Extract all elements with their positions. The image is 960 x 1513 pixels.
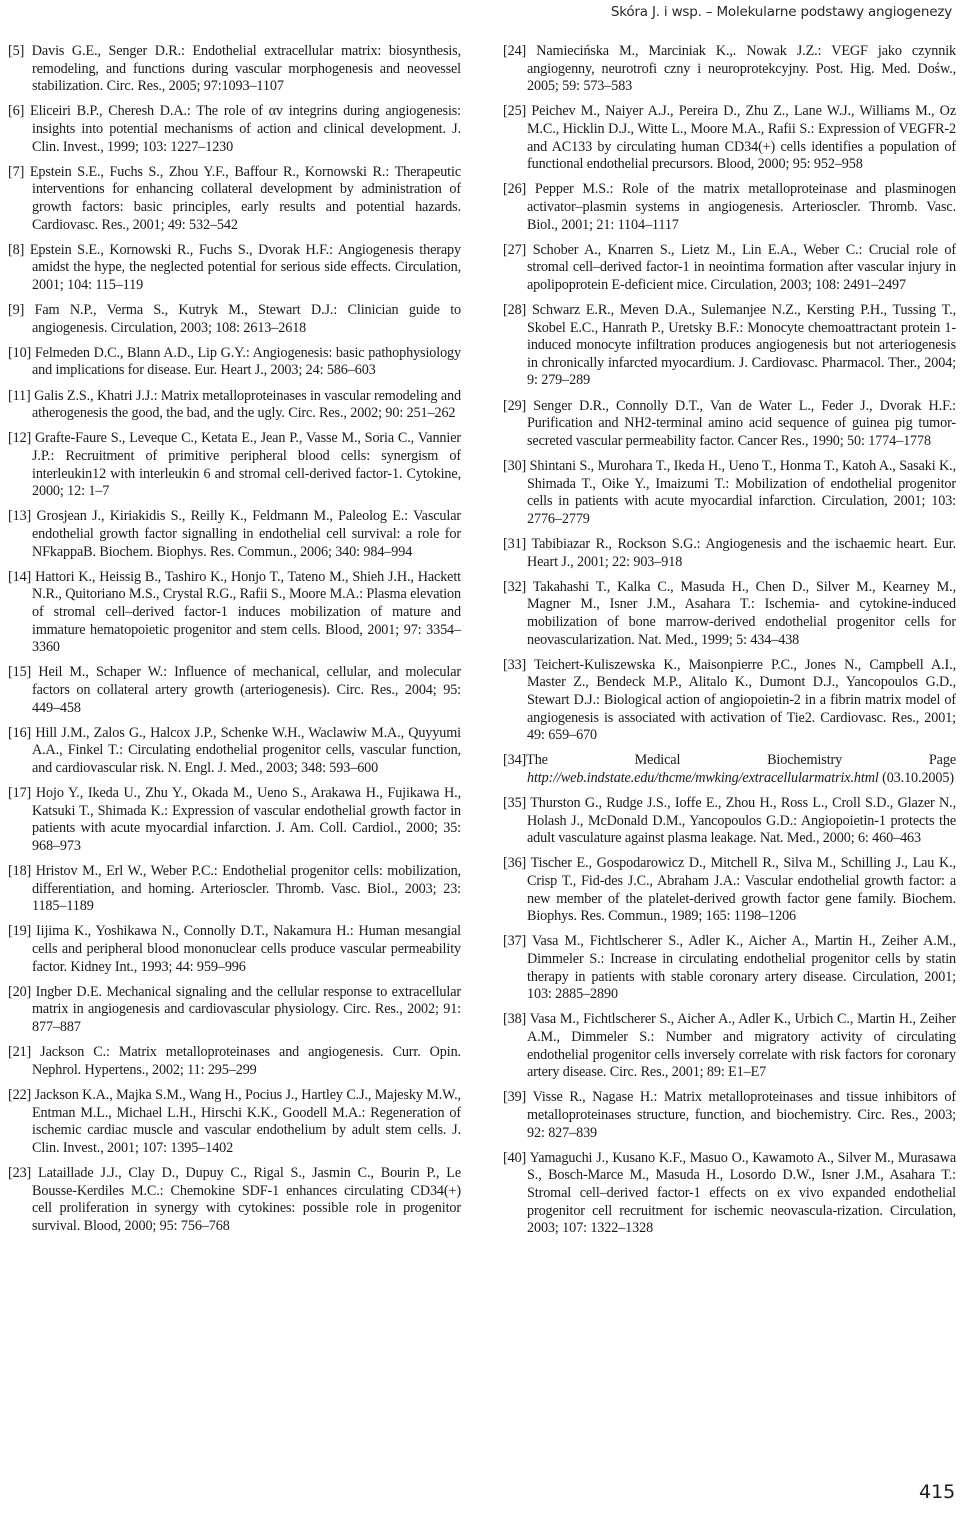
page-number: 415 — [919, 1481, 956, 1503]
reference-item: [13] Grosjean J., Kiriakidis S., Reilly K., Feldmann M., Paleolog E.: Vascular endothelial growth factor signalling in endothelial cell survival: a role for NFkappaB. Biochem. Biophys. Res. Commun., 2006; 340: 984–994 — [8, 508, 461, 560]
reference-item: [22] Jackson K.A., Majka S.M., Wang H., Pocius J., Hartley C.J., Majesky M.W., Entman M.L., Michael L.H., Hirschi K.K., Goodell M.A.: Regeneration of ischemic cardiac muscle and vascular endothelium by adult stem cells. J. Clin. Invest., 2001; 107: 1395–1402 — [8, 1086, 461, 1156]
reference-item: [40] Yamaguchi J., Kusano K.F., Masuo O., Kawamoto A., Silver M., Murasawa S., Bosch-Marce M., Masuda H., Losordo D.W., Isner J.M., Asahara T.: Stromal cell–derived factor-1 effects on ex vivo expanded endothelial progenitor cell recruitment for ischemic neovascula-rization. Circulation, 2003; 107: 1322–1328 — [503, 1149, 956, 1237]
reference-item: [9] Fam N.P., Verma S., Kutryk M., Stewart D.J.: Clinician guide to angiogenesis. Circulation, 2003; 108: 2613–2618 — [8, 302, 461, 336]
reference-item: [28] Schwarz E.R., Meven D.A., Sulemanjee N.Z., Kersting P.H., Tussing T., Skobel E.C., Hanrath P., Uretsky B.F.: Monocyte chemoattractant protein 1-induced monocyte infiltration produces angiogenesis but not arteriogenesis in chronically infarcted myocardium. J. Cardiovasc. Pharmacol. Ther., 2004; 9: 279–289 — [503, 302, 956, 389]
reference-item: [37] Vasa M., Fichtlscherer S., Adler K., Aicher A., Martin H., Zeiher A.M., Dimmeler S.: Increase in circulating endothelial progenitor cells by statin therapy in patients with stable coronary artery disease. Circulation, 2001; 103: 2885–2890 — [503, 933, 956, 1003]
running-head: Skóra J. i wsp. – Molekularne podstawy angiogenezy — [610, 4, 952, 20]
reference-item: [33] Teichert-Kuliszewska K., Maisonpierre P.C., Jones N., Campbell A.I., Master Z., Bendeck M.P., Alitalo K., Dumont D.J., Yancopoulos G.D., Stewart D.J.: Biological action of angiopoietin-2 in a fibrin matrix model of angiogenesis is associated with activation of Tie2. Cardiovasc. Res., 2001; 49: 659–670 — [503, 656, 956, 744]
reference-item-with-url — [503, 752, 956, 787]
reference-item: [16] Hill J.M., Zalos G., Halcox J.P., Schenke W.H., Waclawiw M.A., Quyyumi A.A., Finkel T.: Circulating endothelial progenitor cells, vascular function, and cardiovascular risk. N. Engl. J. Med., 2003; 348: 593–600 — [8, 724, 461, 776]
reference-column-left — [8, 43, 461, 1243]
reference-item: [12] Grafte-Faure S., Leveque C., Ketata E., Jean P., Vasse M., Soria C., Vannier J.P.: Recruitment of primitive peripheral blood cells: synergism of interleukin12 with interleukin 6 and stromal cell-derived factor-1. Cytokine, 2000; 12: 1–7 — [8, 430, 461, 500]
reference-item: [30] Shintani S., Murohara T., Ikeda H., Ueno T., Honma T., Katoh A., Sasaki K., Shimada T., Oike Y., Imaizumi T.: Mobilization of endothelial progenitor cells in patients with acute myocardial infarction. Circulation, 2001; 103: 2776–2779 — [503, 458, 956, 527]
reference-item: [21] Jackson C.: Matrix metalloproteinases and angiogenesis. Curr. Opin. Nephrol. Hypertens., 2002; 11: 295–299 — [8, 1044, 461, 1078]
reference-item: [26] Pepper M.S.: Role of the matrix metalloproteinase and plasminogen activator–plasmin systems in angiogenesis. Arterioscler. Thromb. Vasc. Biol., 2001; 21: 1104–1117 — [503, 181, 956, 233]
reference-item: [10] Felmeden D.C., Blann A.D., Lip G.Y.: Angiogenesis: basic pathophysiology and implications for disease. Eur. Heart J., 2003; 24: 586–603 — [8, 344, 461, 379]
reference-item: [6] Eliceiri B.P., Cheresh D.A.: The role of αv integrins during angiogenesis: insights into potential mechanisms of action and clinical development. J. Clin. Invest., 1999; 103: 1227–1230 — [8, 103, 461, 155]
reference-item: [27] Schober A., Knarren S., Lietz M., Lin E.A., Weber C.: Crucial role of stromal cell–derived factor-1 in neointima formation after vascular injury in apolipoprotein E-deficient mice. Circulation, 2003; 108: 2491–2497 — [503, 241, 956, 293]
reference-url[interactable]: http://web.indstate.edu/thcme/mwking/extracellularmatrix.html — [527, 769, 879, 786]
reference-item: [32] Takahashi T., Kalka C., Masuda H., Chen D., Silver M., Kearney M., Magner M., Isner J.M., Asahara T.: Ischemia- and cytokine-induced mobilization of bone marrow-derived endothelial progenitor cells for neovascularization. Nat. Med., 1999; 5: 434–438 — [503, 578, 956, 648]
reference-item: [35] Thurston G., Rudge J.S., Ioffe E., Zhou H., Ross L., Croll S.D., Glazer N., Holash J., McDonald D.M., Yancopoulos G.D.: Angiopoietin-1 protects the adult vasculature against plasma leakage. Nat. Med., 2000; 6: 460–463 — [503, 795, 956, 847]
reference-item: [31] Tabibiazar R., Rockson S.G.: Angiogenesis and the ischaemic heart. Eur. Heart J., 2001; 22: 903–918 — [503, 536, 956, 570]
reference-column-right — [503, 43, 956, 1245]
reference-item: [11] Galis Z.S., Khatri J.J.: Matrix metalloproteinases in vascular remodeling and atherogenesis the good, the bad, and the ugly. Circ. Res., 2002; 90: 251–262 — [8, 387, 461, 422]
reference-item: [20] Ingber D.E. Mechanical signaling and the cellular response to extracellular matrix in angiogenesis and cardiovascular physiology. Circ. Res., 2002; 91: 877–887 — [8, 983, 461, 1035]
reference-text: [34]The Medical Biochemistry Page — [503, 752, 956, 769]
reference-item: [8] Epstein S.E., Kornowski R., Fuchs S., Dvorak H.F.: Angiogenesis therapy amidst the hype, the neglected potential for serious side effects. Circulation, 2001; 104: 115–119 — [8, 241, 461, 293]
reference-item: [19] Iijima K., Yoshikawa N., Connolly D.T., Nakamura H.: Human mesangial cells and peripheral blood mononuclear cells produce vascular permeability factor. Kidney Int., 1993; 44: 959–996 — [8, 923, 461, 975]
reference-item: [25] Peichev M., Naiyer A.J., Pereira D., Zhu Z., Lane W.J., Williams M., Oz M.C., Hicklin D.J., Witte L., Moore M.A., Rafii S.: Expression of VEGFR-2 and AC133 by circulating human CD34(+) cells identifies a population of functional endothelial precursors. Blood, 2000; 95: 952–958 — [503, 103, 956, 173]
reference-item: [15] Heil M., Schaper W.: Influence of mechanical, cellular, and molecular factors on collateral artery growth (arteriogenesis). Circ. Res., 2004; 95: 449–458 — [8, 664, 461, 716]
reference-item: [17] Hojo Y., Ikeda U., Zhu Y., Okada M., Ueno S., Arakawa H., Fujikawa H., Katsuki T., Shimada K.: Expression of vascular endothelial growth factor in patients with acute myocardial infarction. J. Am. Coll. Cardiol., 2000; 35: 968–973 — [8, 785, 461, 854]
reference-item: [29] Senger D.R., Connolly D.T., Van de Water L., Feder J., Dvorak H.F.: Purification and NH2-terminal amino acid sequence of guinea pig tumor-secreted vascular permeability factor. Cancer Res., 1990; 50: 1774–1778 — [503, 397, 956, 449]
reference-access-date: (03.10.2005) — [882, 769, 954, 786]
reference-item: [39] Visse R., Nagase H.: Matrix metalloproteinases and tissue inhibitors of metalloproteinases structure, function, and biochemistry. Circ. Res., 2003; 92: 827–839 — [503, 1089, 956, 1141]
reference-item: [7] Epstein S.E., Fuchs S., Zhou Y.F., Baffour R., Kornowski R.: Therapeutic interventions for enhancing collateral development by administration of growth factors: basic principles, early results and potential hazards. Cardiovasc. Res., 2001; 49: 532–542 — [8, 163, 461, 233]
reference-item: [36] Tischer E., Gospodarowicz D., Mitchell R., Silva M., Schilling J., Lau K., Crisp T., Fid-des J.C., Abraham J.A.: Vascular endothelial growth factor: a new member of the platelet-derived growth factor gene family. Biochem. Biophys. Res. Commun., 1989; 165: 1198–1206 — [503, 855, 956, 925]
reference-item: [24] Namiecińska M., Marciniak K.,. Nowak J.Z.: VEGF jako czynnik angiogenny, neurotrofi czny i neuroprotekcyjny. Post. Hig. Med. Dośw., 2005; 59: 573–583 — [503, 43, 956, 95]
reference-item: [5] Davis G.E., Senger D.R.: Endothelial extracellular matrix: biosynthesis, remodeling, and functions during vascular morphogenesis and neovessel stabilization. Circ. Res., 2005; 97:1093–1107 — [8, 43, 461, 95]
reference-item: [38] Vasa M., Fichtlscherer S., Aicher A., Adler K., Urbich C., Martin H., Zeiher A.M., Dimmeler S.: Number and migratory activity of circulating endothelial progenitor cells inversely correlate with risk factors for coronary artery disease. Circ. Res., 2001; 89: E1–E7 — [503, 1011, 956, 1081]
reference-item: [18] Hristov M., Erl W., Weber P.C.: Endothelial progenitor cells: mobilization, differentiation, and homing. Arterioscler. Thromb. Vasc. Biol., 2003; 23: 1185–1189 — [8, 863, 461, 915]
reference-item: [14] Hattori K., Heissig B., Tashiro K., Honjo T., Tateno M., Shieh J.H., Hackett N.R., Quitoriano M.S., Crystal R.G., Rafii S., Moore M.A.: Plasma elevation of stromal cell–derived factor-1 induces mobilization of mature and immature hematopoietic progenitor and stem cells. Blood, 2001; 97: 3354–3360 — [8, 568, 461, 656]
reference-item: [23] Lataillade J.J., Clay D., Dupuy C., Rigal S., Jasmin C., Bourin P., Le Bousse-Kerdiles M.C.: Chemokine SDF-1 enhances circulating CD34(+) cell proliferation in synergy with cytokines: possible role in progenitor survival. Blood, 2000; 95: 756–768 — [8, 1164, 461, 1234]
